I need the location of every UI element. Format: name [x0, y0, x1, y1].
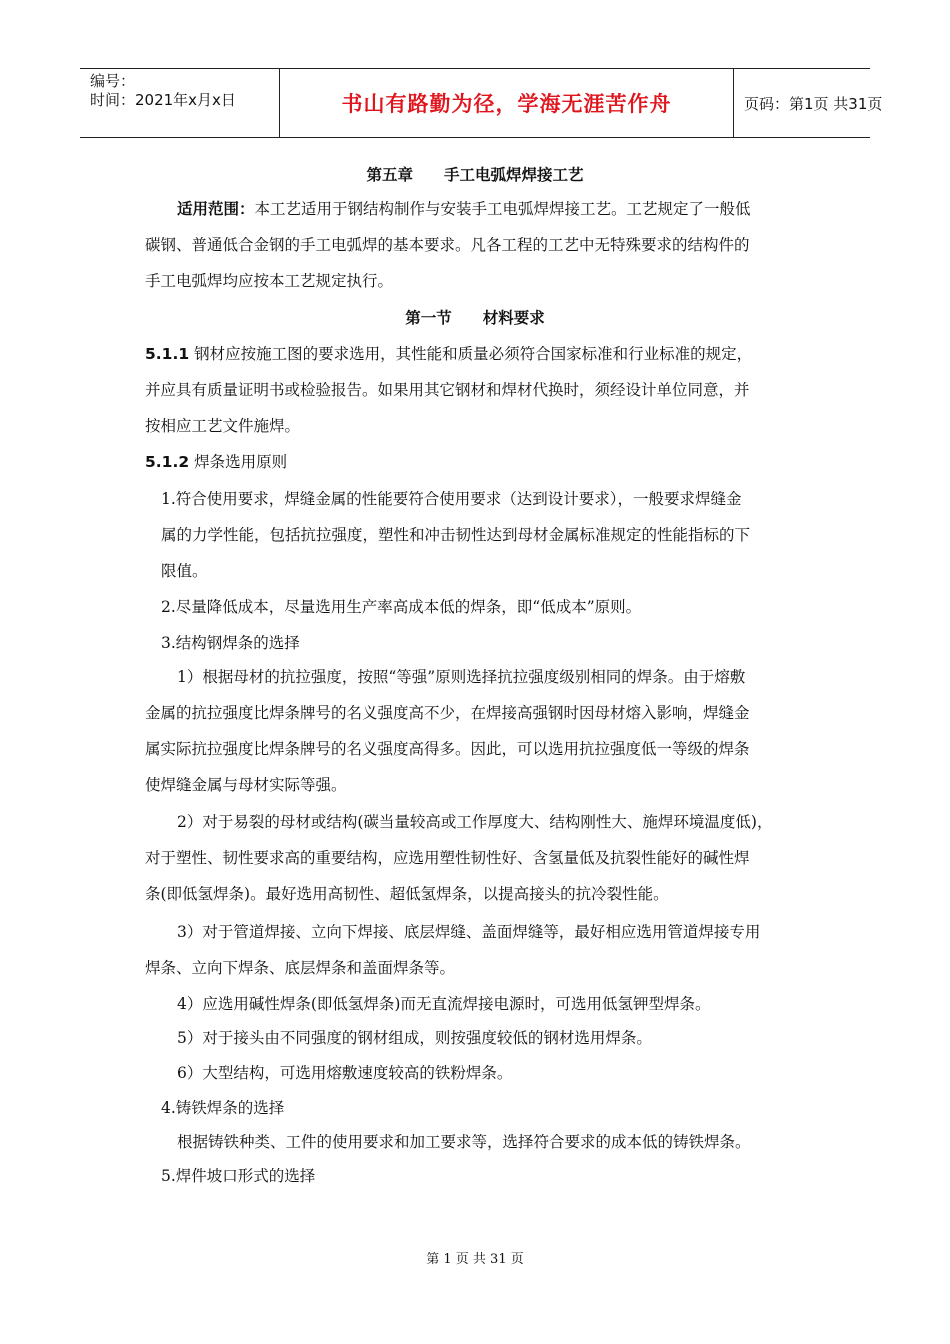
s512-heading — [145, 450, 287, 472]
s511-text-1: 钢材应按施工图的要求选用，其性能和质量必须符合国家标准和行业标准的规定， — [194, 345, 753, 363]
s511-num: 5.1.1 — [145, 345, 190, 363]
p5-line: 5.焊件坡口形式的选择 — [161, 1167, 316, 1185]
page-header — [80, 68, 883, 138]
page-footer: 第 1 页 共 31 页 — [426, 1252, 524, 1267]
p2-line: 2.尽量降低成本，尽量选用生产率高成本低的焊条，即“低成本”原则。 — [161, 598, 642, 616]
s512-text: 焊条选用原则 — [194, 453, 288, 471]
header-meta — [80, 69, 280, 137]
i5-line: 5）对于接头由不同强度的钢材组成，则按强度较低的钢材选用焊条。 — [177, 1029, 652, 1047]
i1-line-3: 属实际抗拉强度比焊条牌号的名义强度高得多。因此，可以选用抗拉强度低一等级的焊条 — [145, 740, 750, 758]
i2-line-1: 2）对于易裂的母材或结构(碳当量较高或工作厚度大、结构刚性大、施焊环境温度低)， — [177, 813, 773, 831]
i1-line-4: 使焊缝金属与母材实际等强。 — [145, 776, 347, 794]
scope-line-3: 手工电弧焊均应按本工艺规定执行。 — [145, 272, 394, 290]
code-label: 编号： — [90, 72, 136, 90]
header-page-info: 页码：第1页 共31页 — [744, 94, 883, 113]
scope-line-1 — [177, 197, 751, 219]
scope-label: 适用范围： — [177, 200, 255, 218]
i1-line-1: 1）根据母材的抗拉强度，按照“等强”原则选择抗拉强度级别相同的焊条。由于熔敷 — [177, 668, 746, 686]
p4-text-line: 根据铸铁种类、工件的使用要求和加工要求等，选择符合要求的成本低的铸铁焊条。 — [177, 1133, 751, 1151]
s511-line-1 — [145, 342, 752, 364]
i2-line-3: 条(即低氢焊条)。最好选用高韧性、超低氢焊条，以提高接头的抗冷裂性能。 — [145, 885, 669, 903]
p1-line-1: 1.符合使用要求，焊缝金属的性能要符合使用要求（达到设计要求），一般要求焊缝金 — [161, 490, 742, 508]
i3-line-1: 3）对于管道焊接、立向下焊接、底层焊缝、盖面焊缝等，最好相应选用管道焊接专用 — [177, 923, 761, 941]
i3-line-2: 焊条、立向下焊条、底层焊条和盖面焊条等。 — [145, 959, 456, 977]
date-line: 时间：2021年x月x日 — [90, 91, 236, 109]
header-motto: 书山有路勤为径，学海无涯苦作舟 — [280, 69, 734, 137]
chapter-title: 第五章 手工电弧焊焊接工艺 — [366, 166, 584, 184]
scope-text-1: 本工艺适用于钢结构制作与安装手工电弧焊焊接工艺。工艺规定了一般低 — [254, 200, 751, 218]
s511-line-2: 并应具有质量证明书或检验报告。如果用其它钢材和焊材代换时，须经设计单位同意，并 — [145, 381, 750, 399]
i6-line: 6）大型结构，可选用熔敷速度较高的铁粉焊条。 — [177, 1064, 513, 1082]
p4-line: 4.铸铁焊条的选择 — [161, 1099, 285, 1117]
i1-line-2: 金属的抗拉强度比焊条牌号的名义强度高不少，在焊接高强钢时因母材熔入影响，焊缝金 — [145, 704, 750, 722]
p1-line-3: 限值。 — [161, 562, 208, 580]
section-title: 第一节 材料要求 — [405, 309, 545, 327]
i2-line-2: 对于塑性、韧性要求高的重要结构，应选用塑性韧性好、含氢量低及抗裂性能好的碱性焊 — [145, 849, 750, 867]
i4-line: 4）应选用碱性焊条(即低氢焊条)而无直流焊接电源时，可选用低氢钾型焊条。 — [177, 995, 711, 1013]
s511-line-3: 按相应工艺文件施焊。 — [145, 417, 301, 435]
p1-line-2: 属的力学性能，包括抗拉强度，塑性和冲击韧性达到母材金属标准规定的性能指标的下 — [161, 526, 751, 544]
p3-line: 3.结构钢焊条的选择 — [161, 634, 300, 652]
s512-num: 5.1.2 — [145, 453, 190, 471]
scope-line-2: 碳钢、普通低合金钢的手工电弧焊的基本要求。凡各工程的工艺中无特殊要求的结构件的 — [145, 236, 750, 254]
